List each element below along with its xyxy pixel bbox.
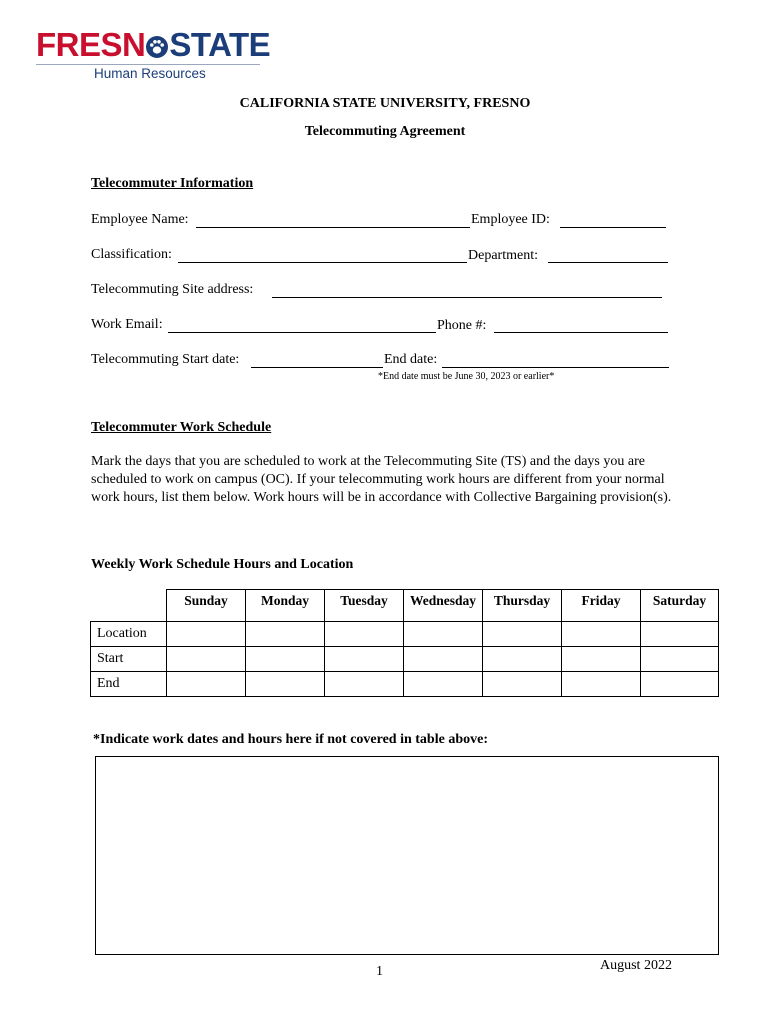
- logo-subtitle: Human Resources: [94, 66, 206, 81]
- table-corner: [91, 590, 167, 622]
- cell-end-wednesday[interactable]: [404, 672, 483, 697]
- logo-divider: [36, 64, 260, 65]
- university-name: CALIFORNIA STATE UNIVERSITY, FRESNO: [239, 96, 531, 111]
- end-date-note: *End date must be June 30, 2023 or earlier*: [378, 371, 555, 382]
- cell-start-monday[interactable]: [246, 647, 325, 672]
- cell-start-friday[interactable]: [562, 647, 641, 672]
- work-email-label: Work Email:: [91, 317, 163, 332]
- site-address-field[interactable]: [272, 297, 662, 298]
- start-date-label: Telecommuting Start date:: [91, 352, 240, 367]
- classification-field[interactable]: [178, 262, 467, 263]
- weekly-schedule-table: [90, 589, 719, 697]
- cell-location-tuesday[interactable]: [325, 622, 404, 647]
- cell-location-monday[interactable]: [246, 622, 325, 647]
- phone-field[interactable]: [494, 332, 668, 333]
- cell-end-monday[interactable]: [246, 672, 325, 697]
- logo-word-right: STATE: [169, 26, 271, 63]
- department-label: Department:: [468, 248, 538, 263]
- revision-date: August 2022: [600, 958, 672, 973]
- row-label-end: End: [91, 672, 167, 697]
- cell-start-wednesday[interactable]: [404, 647, 483, 672]
- cell-end-thursday[interactable]: [483, 672, 562, 697]
- day-header-wednesday: Wednesday: [404, 590, 483, 622]
- end-date-label: End date:: [384, 352, 438, 367]
- page-number: 1: [376, 964, 383, 979]
- cell-location-friday[interactable]: [562, 622, 641, 647]
- department-field[interactable]: [548, 262, 668, 263]
- cell-start-sunday[interactable]: [167, 647, 246, 672]
- end-date-field[interactable]: [442, 367, 669, 368]
- cell-start-tuesday[interactable]: [325, 647, 404, 672]
- additional-hours-textbox[interactable]: [95, 756, 719, 955]
- row-label-start: Start: [91, 647, 167, 672]
- bulldog-paw-icon: [145, 35, 169, 59]
- table-row-start: [91, 647, 719, 672]
- cell-end-saturday[interactable]: [641, 672, 719, 697]
- table-row-end: [91, 672, 719, 697]
- cell-location-wednesday[interactable]: [404, 622, 483, 647]
- employee-name-label: Employee Name:: [91, 212, 189, 227]
- employee-id-label: Employee ID:: [471, 212, 550, 227]
- telecommuter-info-heading: Telecommuter Information: [91, 176, 254, 191]
- additional-hours-heading: *Indicate work dates and hours here if not covered in table above:: [93, 732, 488, 747]
- fresno-state-logo: [36, 26, 271, 86]
- employee-name-field[interactable]: [196, 227, 470, 228]
- employee-id-field[interactable]: [560, 227, 666, 228]
- day-header-sunday: Sunday: [167, 590, 246, 622]
- logo-wordmark: [36, 26, 270, 64]
- day-header-thursday: Thursday: [483, 590, 562, 622]
- classification-label: Classification:: [91, 247, 172, 262]
- schedule-instructions: Mark the days that you are scheduled to work at the Telecommuting Site (TS) and the days you are scheduled to work on campus (OC). If your telecommuting work hours are different from your normal work hours, list them below. Work hours will be in accordance with Collective Bargaining provision(s).: [91, 454, 672, 505]
- table-row-location: [91, 622, 719, 647]
- cell-start-saturday[interactable]: [641, 647, 719, 672]
- weekly-schedule-title: Weekly Work Schedule Hours and Location: [91, 557, 354, 572]
- cell-location-thursday[interactable]: [483, 622, 562, 647]
- cell-location-sunday[interactable]: [167, 622, 246, 647]
- day-header-friday: Friday: [562, 590, 641, 622]
- start-date-field[interactable]: [251, 367, 383, 368]
- phone-label: Phone #:: [437, 318, 487, 333]
- row-label-location: Location: [91, 622, 167, 647]
- cell-start-thursday[interactable]: [483, 647, 562, 672]
- document-title: Telecommuting Agreement: [304, 124, 466, 139]
- work-email-field[interactable]: [168, 332, 436, 333]
- cell-end-sunday[interactable]: [167, 672, 246, 697]
- cell-location-saturday[interactable]: [641, 622, 719, 647]
- cell-end-tuesday[interactable]: [325, 672, 404, 697]
- day-header-tuesday: Tuesday: [325, 590, 404, 622]
- day-header-monday: Monday: [246, 590, 325, 622]
- work-schedule-heading: Telecommuter Work Schedule: [91, 420, 272, 435]
- logo-word-left: FRESN: [36, 26, 146, 63]
- cell-end-friday[interactable]: [562, 672, 641, 697]
- site-address-label: Telecommuting Site address:: [91, 282, 254, 297]
- day-header-saturday: Saturday: [641, 590, 719, 622]
